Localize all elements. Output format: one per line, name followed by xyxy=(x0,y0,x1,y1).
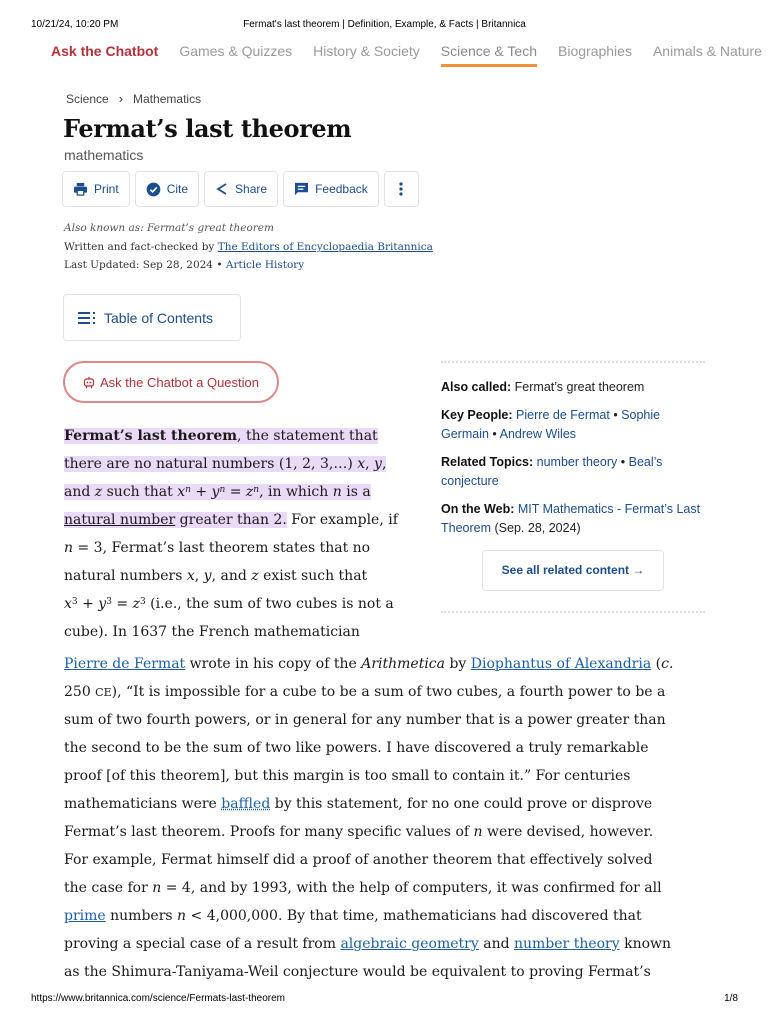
written-by xyxy=(64,241,433,253)
related-topics-label: Related Topics: xyxy=(441,454,534,469)
breadcrumb-mathematics[interactable]: Mathematics xyxy=(133,91,202,106)
last-updated-text: Last Updated: Sep 28, 2024 xyxy=(64,259,213,271)
more-options-button[interactable] xyxy=(384,171,419,207)
print-url: https://www.britannica.com/science/Fermats-last-theorem xyxy=(31,993,285,1004)
highlight: Fermat’s last theorem, the statement that xyxy=(64,428,378,444)
article-line: the second to be the sum of two like powers. I have discovered a truly remarkable xyxy=(64,740,649,756)
more-vertical-icon xyxy=(399,182,403,196)
share-label: Share xyxy=(235,182,268,196)
article-line: 250 CE), “It is impossible for a cube to be a sum of two cubes, a fourth power to be a xyxy=(64,684,666,700)
nav-ask-chatbot[interactable]: Ask the Chatbot xyxy=(51,43,159,59)
key-person-link[interactable]: Sophie Germain xyxy=(441,407,661,441)
natural-number-link[interactable]: natural number xyxy=(64,512,176,528)
meta-bullet: • xyxy=(216,259,223,271)
article-line: Fermat’s last theorem. Proofs for many specific values of n were devised, however. xyxy=(64,824,654,840)
also-called-row xyxy=(441,378,705,398)
chatbot-icon xyxy=(83,376,95,389)
print-button[interactable] xyxy=(62,171,130,207)
share-button[interactable] xyxy=(204,171,278,207)
highlight: and z such that $x^n + y^n = z^n$, in which n is a xyxy=(64,484,371,500)
feedback-icon xyxy=(294,182,309,196)
article-line: Pierre de Fermat wrote in his copy of the Arithmetica by Diophantus of Alexandria (c. xyxy=(64,656,674,672)
on-the-web-label: On the Web: xyxy=(441,501,515,516)
web-resource-link[interactable]: MIT Mathematics - Fermat’s Last Theorem xyxy=(441,501,701,535)
nav-games-quizzes[interactable]: Games & Quizzes xyxy=(179,43,293,59)
print-footer xyxy=(31,993,738,1004)
key-people-row xyxy=(441,406,705,445)
article-line xyxy=(64,450,398,478)
on-the-web-row xyxy=(441,500,705,539)
web-resource-date: (Sep. 28, 2024) xyxy=(494,521,581,535)
article-line: proof [of this theorem], but this margin is too small to contain it.” For centuries xyxy=(64,768,631,784)
print-header xyxy=(31,19,738,33)
article-line: n = 3, Fermat’s last theorem states that no xyxy=(64,540,371,556)
article-history-link[interactable]: Article History xyxy=(225,259,305,271)
article-line: as the Shimura-Taniyama-Weil conjecture would be equivalent to proving Fermat’s xyxy=(64,964,651,980)
lede-term: Fermat’s last theorem xyxy=(64,428,238,444)
divider xyxy=(441,361,705,363)
related-topic-link[interactable]: Beal’s conjecture xyxy=(441,454,663,488)
table-of-contents-button[interactable] xyxy=(63,294,241,341)
also-called-value: Fermat’s great theorem xyxy=(514,380,645,394)
nav-science-tech[interactable]: Science & Tech xyxy=(441,43,537,67)
article-line xyxy=(64,422,398,450)
share-icon xyxy=(215,182,229,196)
top-nav xyxy=(51,43,768,67)
article-line: cube). In 1637 the French mathematician xyxy=(64,624,360,640)
ask-chatbot-button[interactable] xyxy=(63,361,279,403)
bullet: • xyxy=(613,407,618,422)
related-topics-row xyxy=(441,453,705,492)
pierre-de-fermat-link[interactable]: Pierre de Fermat xyxy=(64,656,186,672)
page-subtitle: mathematics xyxy=(64,147,144,163)
also-called-label: Also called: xyxy=(441,380,512,394)
article-line: proving a special case of a result from algebraic geometry and number theory known xyxy=(64,936,672,952)
diophantus-link[interactable]: Diophantus of Alexandria xyxy=(470,656,652,672)
see-all-related-button[interactable]: See all related content → xyxy=(482,550,664,591)
quick-facts-sidebar xyxy=(441,361,705,613)
verified-badge-icon xyxy=(146,182,161,197)
feedback-button[interactable] xyxy=(283,171,379,207)
page-title: Fermat’s last theorem xyxy=(63,114,352,143)
nav-animals-nature[interactable]: Animals & Nature xyxy=(652,43,762,59)
bullet: • xyxy=(492,427,497,441)
article-line: natural numbers x, y, and z exist such that xyxy=(64,568,368,584)
toc-label: Table of Contents xyxy=(104,309,213,326)
algebraic-geometry-link[interactable]: algebraic geometry xyxy=(340,936,479,952)
article-line: the case for n = 4, and by 1993, with the help of computers, it was confirmed for all xyxy=(64,880,662,896)
baffled-link[interactable]: baffled xyxy=(221,796,271,812)
print-label: Print xyxy=(94,182,119,196)
article-line: $x^3 + y^3 = z^3$ (i.e., the sum of two cubes is not a xyxy=(64,596,394,612)
last-updated xyxy=(64,259,304,271)
ask-chatbot-label: Ask the Chatbot a Question xyxy=(100,374,259,390)
feedback-label: Feedback xyxy=(315,182,368,196)
article-line xyxy=(64,478,398,506)
article-intro xyxy=(64,422,398,646)
written-by-prefix: Written and fact-checked by xyxy=(64,241,215,253)
highlight: there are no natural numbers (1, 2, 3,…) x, y, xyxy=(64,456,387,472)
highlight: natural number greater than 2. xyxy=(64,512,287,528)
key-person-link[interactable]: Pierre de Fermat xyxy=(516,407,610,422)
key-people-label: Key People: xyxy=(441,407,513,422)
print-page-number: 1/8 xyxy=(724,993,738,1004)
article-body xyxy=(64,650,709,1000)
article-line: sum of two fourth powers, or in general for any number that is a power greater than xyxy=(64,712,666,728)
number-theory-link[interactable]: number theory xyxy=(514,936,620,952)
prime-link[interactable]: prime xyxy=(64,908,106,924)
key-person-link[interactable]: Andrew Wiles xyxy=(499,427,577,441)
cite-label: Cite xyxy=(166,182,189,196)
article-line: prime numbers n < 4,000,000. By that time, mathematicians had discovered that xyxy=(64,908,642,924)
article-line: mathematicians were baffled by this statement, for no one could prove or disprove xyxy=(64,796,653,812)
printer-icon xyxy=(73,182,88,196)
nav-history-society[interactable]: History & Society xyxy=(313,43,420,59)
editors-link[interactable]: The Editors of Encyclopaedia Britannica xyxy=(217,241,433,253)
breadcrumb xyxy=(66,91,201,106)
article-line: For example, Fermat himself did a proof of another theorem that effectively solved xyxy=(64,852,653,868)
chevron-right-icon: › xyxy=(118,91,124,106)
related-topic-link[interactable]: number theory xyxy=(536,454,618,469)
article-toolbar xyxy=(62,171,424,207)
bullet: • xyxy=(620,454,626,469)
breadcrumb-science[interactable]: Science xyxy=(66,91,109,106)
nav-biographies[interactable]: Biographies xyxy=(558,43,632,59)
also-known-as: Also known as: Fermat’s great theorem xyxy=(64,222,274,234)
article-line: natural number greater than 2. For example, if xyxy=(64,512,398,528)
print-datetime: 10/21/24, 10:20 PM xyxy=(31,19,119,30)
divider xyxy=(441,611,705,613)
list-icon xyxy=(78,312,96,324)
print-title: Fermat's last theorem | Definition, Example, & Facts | Britannica xyxy=(243,19,526,30)
cite-button[interactable] xyxy=(135,171,199,207)
